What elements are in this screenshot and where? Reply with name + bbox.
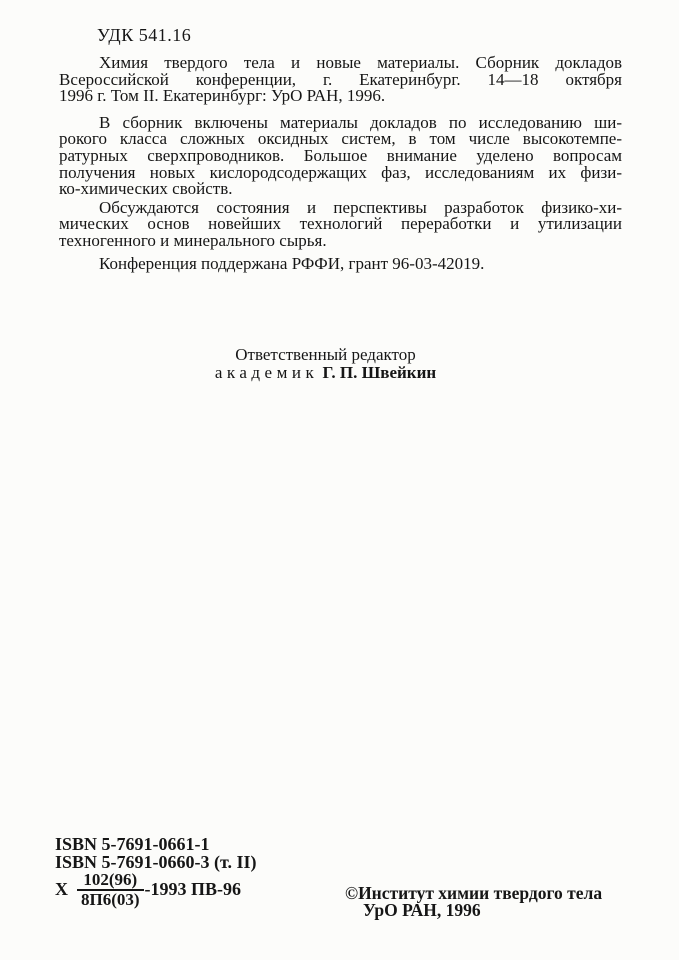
editor-role: Ответственный редактор: [235, 345, 416, 364]
isbn-block: [55, 836, 257, 871]
text-line: ко-химических свойств.: [59, 179, 233, 199]
isbn-line: ISBN 5-7691-0660-3 (т. II): [55, 851, 257, 872]
text-line: 1996 г. Том II. Екатеринбург: УрО РАН, 1996.: [59, 86, 386, 106]
catalog-suffix: -1993 ПВ-96: [144, 879, 242, 899]
text-line: получения новых кислородсодержащих фаз, исследованиям их физи-: [59, 162, 622, 182]
text-line: В сборник включены материалы докладов по исследованию ши-: [99, 112, 622, 132]
text-line: Всероссийской конференции, г. Екатеринбург. 14—18 октября: [59, 69, 622, 89]
abstract-paragraph-1: [59, 112, 622, 199]
copyright-block: [345, 885, 602, 918]
catalog-fraction-denominator: 8П6(03): [81, 889, 140, 909]
catalog-letter: Х: [55, 879, 68, 899]
catalog-fraction: [77, 872, 144, 907]
text-line: рокого класса сложных оксидных систем, в том числе высокотемпе-: [59, 129, 622, 149]
editor-name: Г. П. Швейкин: [322, 363, 437, 382]
text-line: техногенного и минерального сырья.: [59, 230, 327, 250]
annotation-block: [59, 55, 622, 272]
abstract-paragraph-2: [59, 197, 622, 250]
editor-name-line: [59, 364, 592, 382]
grant-note: [59, 253, 622, 273]
editor-title: академик: [214, 363, 319, 382]
text-line: Химия твердого тела и новые материалы. Сборник докладов: [99, 53, 622, 72]
text-line: Конференция поддержана РФФИ, грант 96-03-42019.: [99, 253, 485, 273]
isbn-line: ISBN 5-7691-0661-1: [55, 834, 210, 854]
udc-code: УДК 541.16: [97, 25, 192, 45]
copyright-line: ©Институт химии твердого тела: [345, 883, 603, 903]
text-line: ратурных сверхпроводников. Большое внимание уделено вопросам: [59, 145, 622, 165]
copyright-line: УрО РАН, 1996: [363, 899, 481, 920]
bibliographic-description: [59, 55, 622, 105]
text-line: мических основ новейших технологий переработки и утилизации: [59, 214, 622, 234]
catalog-fraction-numerator: 102(96): [77, 872, 144, 891]
text-line: Обсуждаются состояния и перспективы разработок физико-хи-: [99, 197, 622, 217]
editor-block: [59, 346, 622, 382]
catalog-code: [55, 872, 241, 907]
